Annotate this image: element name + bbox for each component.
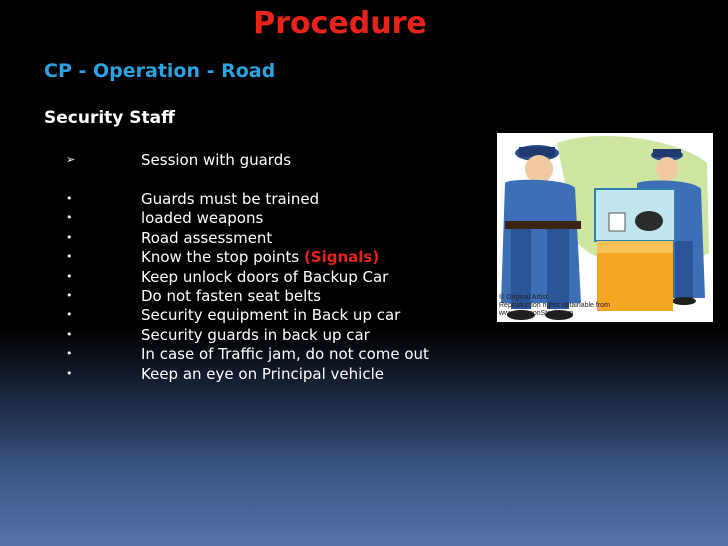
svg-text:Reproduction rights obtainable: Reproduction rights obtainable from: [499, 302, 610, 309]
list-item-text: In case of Traffic jam, do not come out: [141, 345, 429, 364]
slide-title: Procedure: [253, 6, 427, 41]
bullet-icon: •: [66, 211, 73, 225]
list-item-text: loaded weapons: [141, 209, 264, 228]
bullet-icon: •: [66, 366, 73, 380]
bullet-icon: •: [66, 327, 73, 341]
bullet-icon: •: [66, 230, 73, 244]
highlight-text: (Signals): [303, 248, 380, 267]
svg-text:www.CartoonStock.com: www.CartoonStock.com: [499, 310, 574, 317]
lead-item-text: Session with guards: [141, 151, 292, 169]
bullet-icon: •: [66, 192, 73, 205]
list-item-text: Do not fasten seat belts: [141, 287, 321, 305]
list-item-text: Guards must be trained: [141, 190, 320, 208]
list-item-text: Keep unlock doors of Backup Car: [141, 267, 389, 286]
bullet-icon: •: [66, 347, 73, 361]
list-item-text: Security guards in back up car: [141, 325, 370, 344]
list-item-text: Keep an eye on Principal vehicle: [141, 364, 384, 383]
bullet-icon: •: [66, 308, 73, 322]
security-guards-cartoon: [497, 133, 713, 322]
bullet-icon: •: [66, 250, 73, 264]
cartoon-illustration: [497, 133, 713, 322]
list-item-text: Know the stop points (Signals): [141, 248, 380, 267]
section-heading: Security Staff: [44, 108, 175, 128]
bullet-icon: •: [66, 289, 73, 302]
list-item-text: Security equipment in Back up car: [141, 306, 401, 325]
slide-subtitle: CP - Operation - Road: [44, 60, 276, 82]
arrow-bullet-icon: ➢: [66, 153, 76, 166]
bullet-icon: •: [66, 269, 73, 283]
list-item-text: Road assessment: [141, 228, 273, 247]
svg-text:© Original Artist: © Original Artist: [499, 294, 548, 301]
